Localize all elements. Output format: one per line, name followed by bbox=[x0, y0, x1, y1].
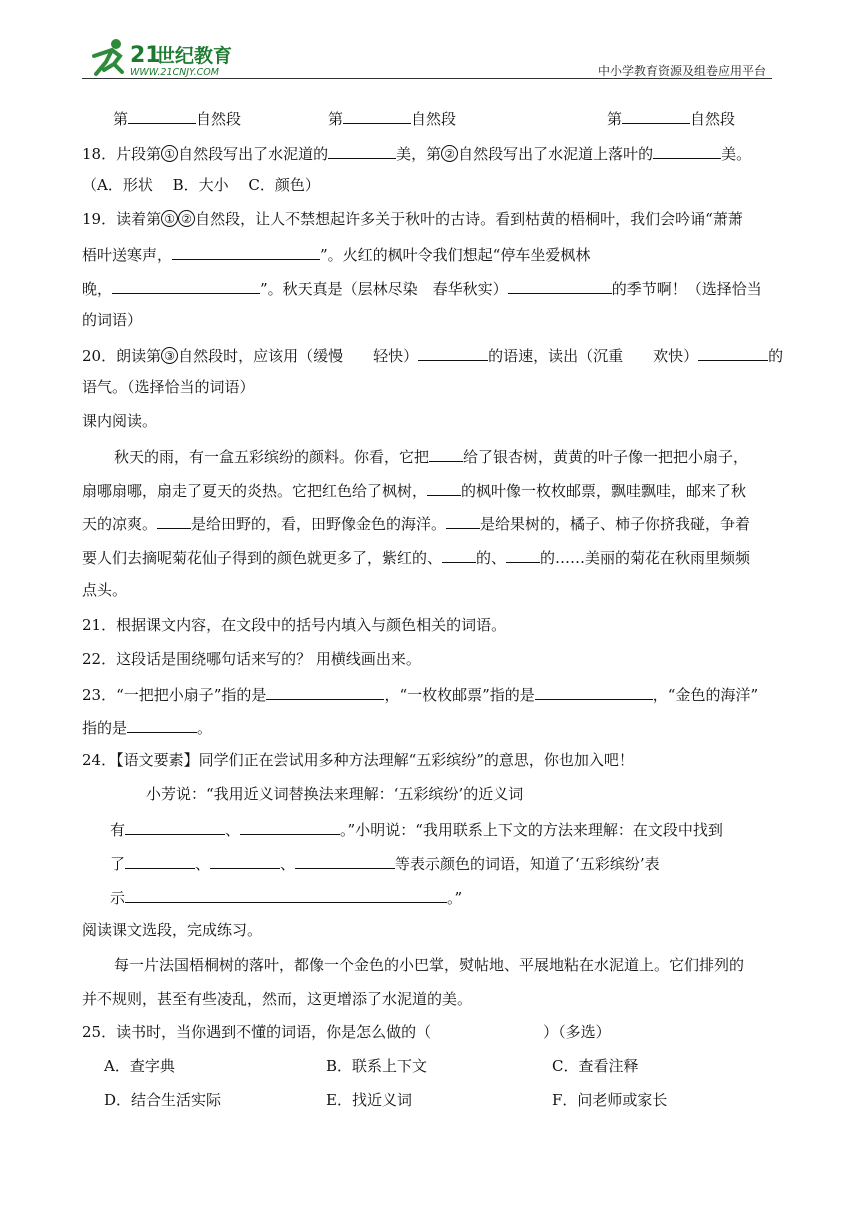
svg-text:21: 21 bbox=[130, 43, 161, 68]
page-header bbox=[82, 36, 772, 80]
question-19-line2: 梧叶送寒声， ”。火红的枫叶令我们想起“停车坐爱枫林 bbox=[82, 243, 590, 265]
question-24: 24．【语文要素】同学们正在尝试用多种方法理解“五彩缤纷”的意思，你也加入吧！ bbox=[82, 751, 634, 769]
answer-blank[interactable] bbox=[125, 818, 225, 835]
question-23: 23．“一把把小扇子”指的是 ，“一枚枚邮票”指的是 ，“金色的海洋” bbox=[82, 683, 758, 705]
circled-number: ① bbox=[161, 145, 178, 162]
paragraph-blanks-row: 第 自然段 bbox=[113, 107, 241, 129]
question-19-line3: 晚， ”。秋天真是（层林尽染 春华秋实） 的季节啊！（选择恰当 bbox=[82, 277, 762, 299]
question-24-line5: 示 。” bbox=[110, 886, 462, 908]
blank-line[interactable] bbox=[128, 107, 196, 124]
passage-line: 并不规则，甚至有些凌乱，然而，这更增添了水泥道的美。 bbox=[82, 990, 473, 1008]
circled-number: ③ bbox=[161, 347, 178, 364]
paragraph-blanks-row: 第 自然段 bbox=[328, 107, 456, 129]
answer-blank[interactable] bbox=[653, 142, 721, 159]
answer-blank[interactable] bbox=[328, 142, 396, 159]
answer-blank[interactable] bbox=[266, 683, 384, 700]
option-f[interactable]: F．问老师或家长 bbox=[552, 1091, 668, 1109]
question-19-line4: 的词语） bbox=[82, 311, 143, 329]
answer-blank[interactable] bbox=[127, 716, 197, 733]
svg-text:世纪教育: 世纪教育 bbox=[156, 45, 233, 67]
option-b[interactable]: B．联系上下文 bbox=[326, 1057, 428, 1075]
answer-blank[interactable] bbox=[210, 852, 280, 869]
section-heading: 课内阅读。 bbox=[82, 412, 158, 430]
answer-blank[interactable] bbox=[535, 683, 653, 700]
passage-line: 扇哪扇哪，扇走了夏天的炎热。它把红色给了枫树， 的枫叶像一枚枚邮票，飘哇飘哇，邮来了秋 bbox=[82, 479, 746, 501]
question-18: 18．片段第 ① 自然段写出了水泥道的 美，第 ② 自然段写出了水泥道上落叶的 美。 bbox=[82, 142, 751, 164]
option-c[interactable]: C．查看注释 bbox=[552, 1057, 639, 1075]
passage-line: 点头。 bbox=[82, 581, 128, 599]
answer-blank[interactable] bbox=[698, 344, 768, 361]
answer-blank[interactable] bbox=[508, 277, 612, 294]
passage-blank[interactable] bbox=[429, 445, 463, 462]
question-23-line2: 指的是 。 bbox=[82, 716, 212, 738]
site-logo bbox=[86, 36, 256, 78]
answer-blank[interactable] bbox=[172, 243, 320, 260]
answer-blank[interactable] bbox=[125, 886, 447, 903]
question-24-line2: 小芳说：“我用近义词替换法来理解：‘五彩缤纷’的近义词 bbox=[146, 785, 524, 803]
option-a[interactable]: A．查字典 bbox=[104, 1057, 175, 1075]
passage-line: 秋天的雨，有一盒五彩缤纷的颜料。你看，它把 给了银杏树，黄黄的叶子像一把把小扇子， bbox=[114, 445, 748, 467]
blank-line[interactable] bbox=[343, 107, 411, 124]
question-24-line4: 了 、 、 等表示颜色的词语，知道了‘五彩缤纷’表 bbox=[110, 852, 660, 874]
question-24-line3: 有 、 。”小明说：“我用联系上下文的方法来理解：在文段中找到 bbox=[110, 818, 723, 840]
passage-line: 每一片法国梧桐树的落叶，都像一个金色的小巴掌，熨帖地、平展地粘在水泥道上。它们排列的 bbox=[114, 956, 745, 974]
circled-number: ② bbox=[178, 210, 195, 227]
question-22: 22．这段话是围绕哪句话来写的？ 用横线画出来。 bbox=[82, 650, 421, 668]
question-19: 19．读着第 ① ② 自然段，让人不禁想起许多关于秋叶的古诗。看到枯黄的梧桐叶，我们会吟诵“萧萧 bbox=[82, 210, 743, 228]
answer-blank[interactable] bbox=[112, 277, 260, 294]
question-20-line2: 语气。（选择恰当的词语） bbox=[82, 378, 255, 396]
circled-number: ① bbox=[161, 210, 178, 227]
header-divider bbox=[82, 78, 772, 79]
passage-line: 要人们去摘呢菊花仙子得到的颜色就更多了，紫红的、 的、 的……美丽的菊花在秋雨里频频 bbox=[82, 546, 750, 568]
question-21: 21．根据课文内容，在文段中的括号内填入与颜色相关的词语。 bbox=[82, 616, 507, 634]
svg-text:WWW.21CNJY.COM: WWW.21CNJY.COM bbox=[130, 67, 219, 78]
question-25: 25．读书时，当你遇到不懂的词语，你是怎么做的（ ）（多选） bbox=[82, 1023, 611, 1041]
passage-blank[interactable] bbox=[506, 546, 540, 563]
passage-blank[interactable] bbox=[427, 479, 461, 496]
platform-name: 中小学教育资源及组卷应用平台 bbox=[597, 64, 766, 78]
passage-blank[interactable] bbox=[446, 512, 480, 529]
blank-line[interactable] bbox=[622, 107, 690, 124]
passage-blank[interactable] bbox=[157, 512, 191, 529]
answer-blank[interactable] bbox=[125, 852, 195, 869]
circled-number: ② bbox=[441, 145, 458, 162]
question-20: 20．朗读第 ③ 自然段时，应该用（缓慢 轻快） 的语速，读出（沉重 欢快） 的 bbox=[82, 344, 783, 366]
answer-blank[interactable] bbox=[418, 344, 488, 361]
section-heading: 阅读课文选段，完成练习。 bbox=[82, 921, 263, 939]
answer-blank[interactable] bbox=[240, 818, 340, 835]
question-18-options: （A．形状 B．大小 C．颜色） bbox=[82, 176, 320, 194]
running-figure-icon bbox=[94, 39, 122, 74]
passage-line: 天的凉爽。 是给田野的，看，田野像金色的海洋。 是给果树的，橘子、柿子你挤我碰，争着 bbox=[82, 512, 750, 534]
paragraph-blanks-row: 第 自然段 bbox=[607, 107, 735, 129]
answer-blank[interactable] bbox=[295, 852, 395, 869]
option-e[interactable]: E．找近义词 bbox=[326, 1091, 412, 1109]
option-d[interactable]: D．结合生活实际 bbox=[104, 1091, 222, 1109]
passage-blank[interactable] bbox=[442, 546, 476, 563]
